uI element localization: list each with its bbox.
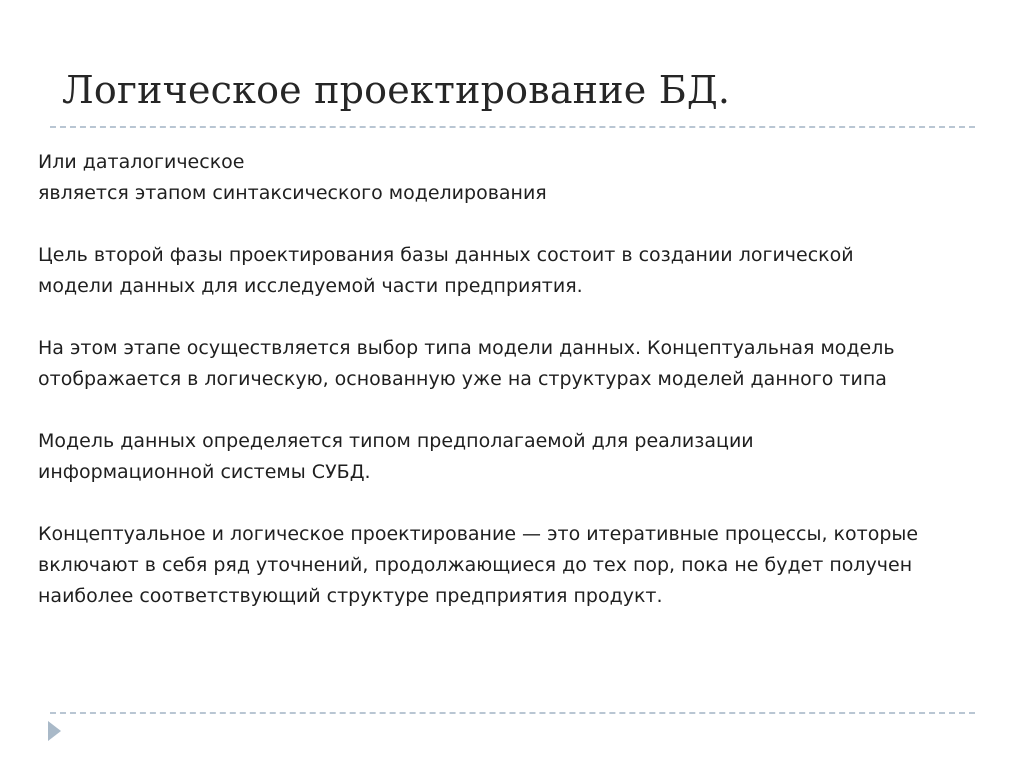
text-line: является этапом синтаксического моделирования <box>38 182 547 204</box>
paragraph-data-model <box>38 426 998 488</box>
text-line: Концептуальное и логическое проектирование — это итеративные процессы, которые <box>38 523 919 545</box>
slide-body <box>38 147 998 643</box>
text-line: включают в себя ряд уточнений, продолжающиеся до тех пор, пока не будет получен <box>38 554 913 576</box>
text-line: наиболее соответствующий структуре предприятия продукт. <box>38 585 663 607</box>
paragraph-definition <box>38 147 998 209</box>
text-line: Модель данных определяется типом предполагаемой для реализации <box>38 430 754 452</box>
text-line: Цель второй фазы проектирования базы данных состоит в создании логической <box>38 244 854 266</box>
triangle-right-icon <box>48 721 61 741</box>
text-line: На этом этапе осуществляется выбор типа модели данных. Концептуальная модель <box>38 337 895 359</box>
text-line: отображается в логическую, основанную уже на структурах моделей данного типа <box>38 368 887 390</box>
text-line: информационной системы СУБД. <box>38 461 371 483</box>
title-divider <box>50 126 975 128</box>
footer-divider <box>50 712 975 714</box>
text-line: Или даталогическое <box>38 151 245 173</box>
text-line: модели данных для исследуемой части предприятия. <box>38 275 583 297</box>
paragraph-model-choice <box>38 333 998 395</box>
slide-title: Логическое проектирование БД. <box>62 68 731 112</box>
paragraph-iterative <box>38 519 998 612</box>
paragraph-goal <box>38 240 998 302</box>
